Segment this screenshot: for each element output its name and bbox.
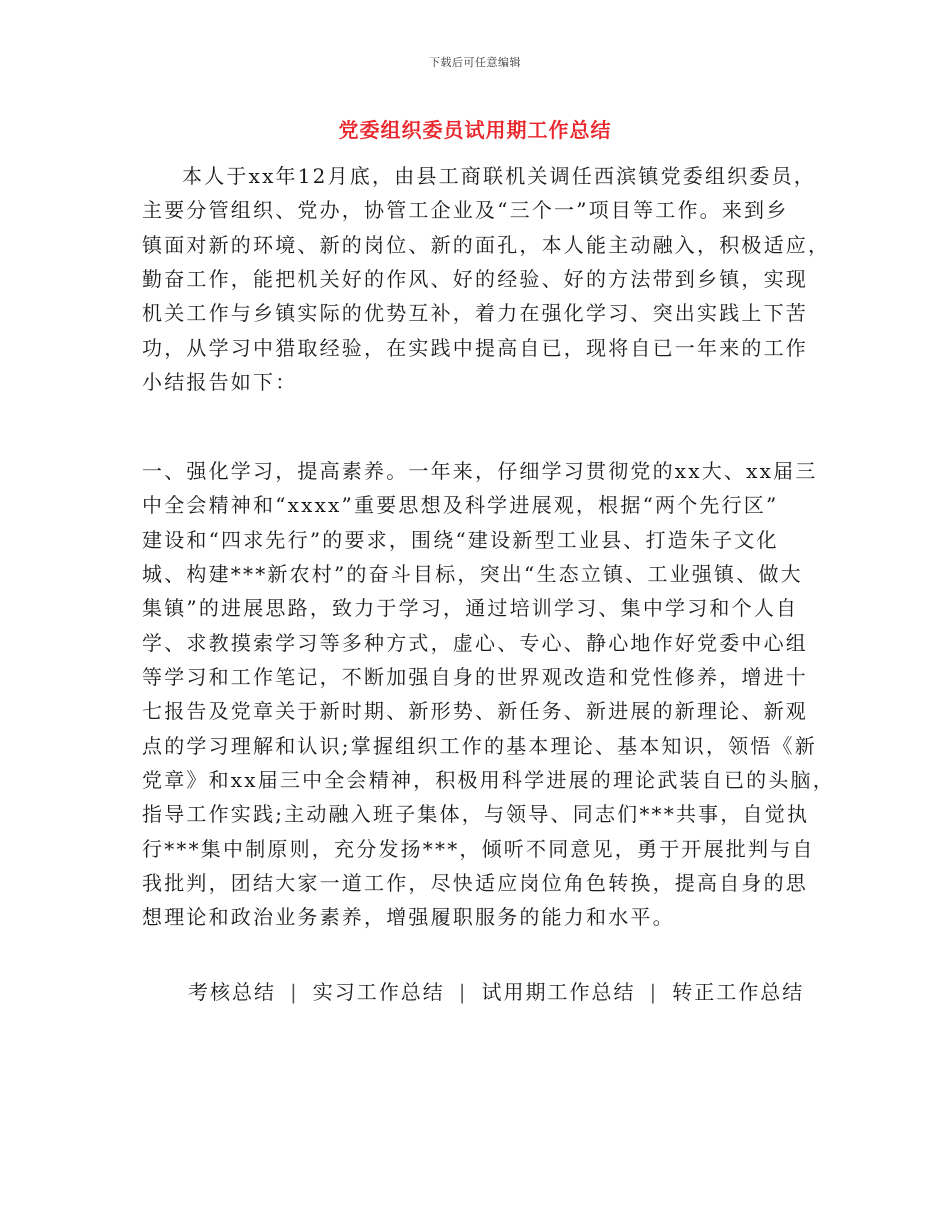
paragraph-2-line: 点的学习理解和认识;掌握组织工作的基本理论、基本知识，领悟《新: [142, 734, 817, 758]
paragraph-1-line: 小结报告如下：: [142, 370, 298, 394]
paragraph-2-line: 城、构建***新农村”的奋斗目标，突出“生态立镇、工业强镇、做大: [142, 562, 803, 586]
paragraph-2-line: 等学习和工作笔记，不断加强自身的世界观改造和党性修养，增进十: [142, 665, 808, 689]
paragraph-1-line: 机关工作与乡镇实际的优势互补，着力在强化学习、突出实践上下苦: [142, 301, 808, 325]
related-links: [188, 978, 804, 1006]
link-assessment-summary[interactable]: 考核总结: [188, 980, 276, 1004]
paragraph-1-line: 勤奋工作，能把机关好的作风、好的经验、好的方法带到乡镇，实现: [142, 267, 808, 291]
paragraph-2-line: 党章》和xx届三中全会精神，积极用科学进展的理论武装自已的头脑，: [142, 768, 835, 792]
link-separator: |: [458, 980, 468, 1004]
paragraph-2-line: 建设和“四求先行”的要求，围绕“建设新型工业县、打造朱子文化: [142, 528, 779, 552]
link-separator: |: [290, 980, 299, 1004]
paragraph-1-line: 功，从学习中猎取经验，在实践中提高自已，现将自已一年来的工作: [142, 336, 808, 360]
link-internship-summary[interactable]: 实习工作总结: [312, 980, 445, 1004]
paragraph-2-line: 中全会精神和“xxxx”重要思想及科学进展观，根据“两个先行区”: [142, 493, 779, 517]
link-regularization-summary[interactable]: 转正工作总结: [672, 980, 805, 1004]
paragraph-2-line: 集镇”的进展思路，致力于学习，通过培训学习、集中学习和个人自: [142, 596, 799, 620]
header-note: 下载后可任意编辑: [429, 56, 521, 69]
paragraph-2-line: 七报告及党章关于新时期、新形势、新任务、新进展的新理论、新观: [142, 699, 808, 723]
paragraph-1-line: 本人于xx年12月底，由县工商联机关调任西滨镇党委组织委员，: [182, 164, 817, 188]
paragraph-2-line: 一、强化学习，提高素养。一年来，仔细学习贯彻党的xx大、xx届三: [142, 459, 818, 483]
link-probation-summary[interactable]: 试用期工作总结: [481, 980, 636, 1004]
link-separator: |: [649, 980, 659, 1004]
paragraph-2-line: 指导工作实践;主动融入班子集体，与领导、同志们***共事，自觉执: [142, 802, 810, 826]
paragraph-1-line: 镇面对新的环境、新的岗位、新的面孔，本人能主动融入，积极适应，: [142, 233, 831, 257]
paragraph-2-line: 想理论和政治业务素养，增强履职服务的能力和水平。: [142, 905, 675, 929]
document-title: 党委组织委员试用期工作总结: [338, 118, 612, 142]
paragraph-2-line: 学、求教摸索学习等多种方式，虚心、专心、静心地作好党委中心组: [142, 631, 808, 655]
paragraph-1-line: 主要分管组织、党办，协管工企业及“三个一”项目等工作。来到乡: [142, 198, 789, 222]
paragraph-2-line: 我批判，团结大家一道工作，尽快适应岗位角色转换，提高自身的思: [142, 871, 808, 895]
paragraph-2-line: 行***集中制原则，充分发扬***，倾听不同意见，勇于开展批判与自: [142, 837, 815, 861]
